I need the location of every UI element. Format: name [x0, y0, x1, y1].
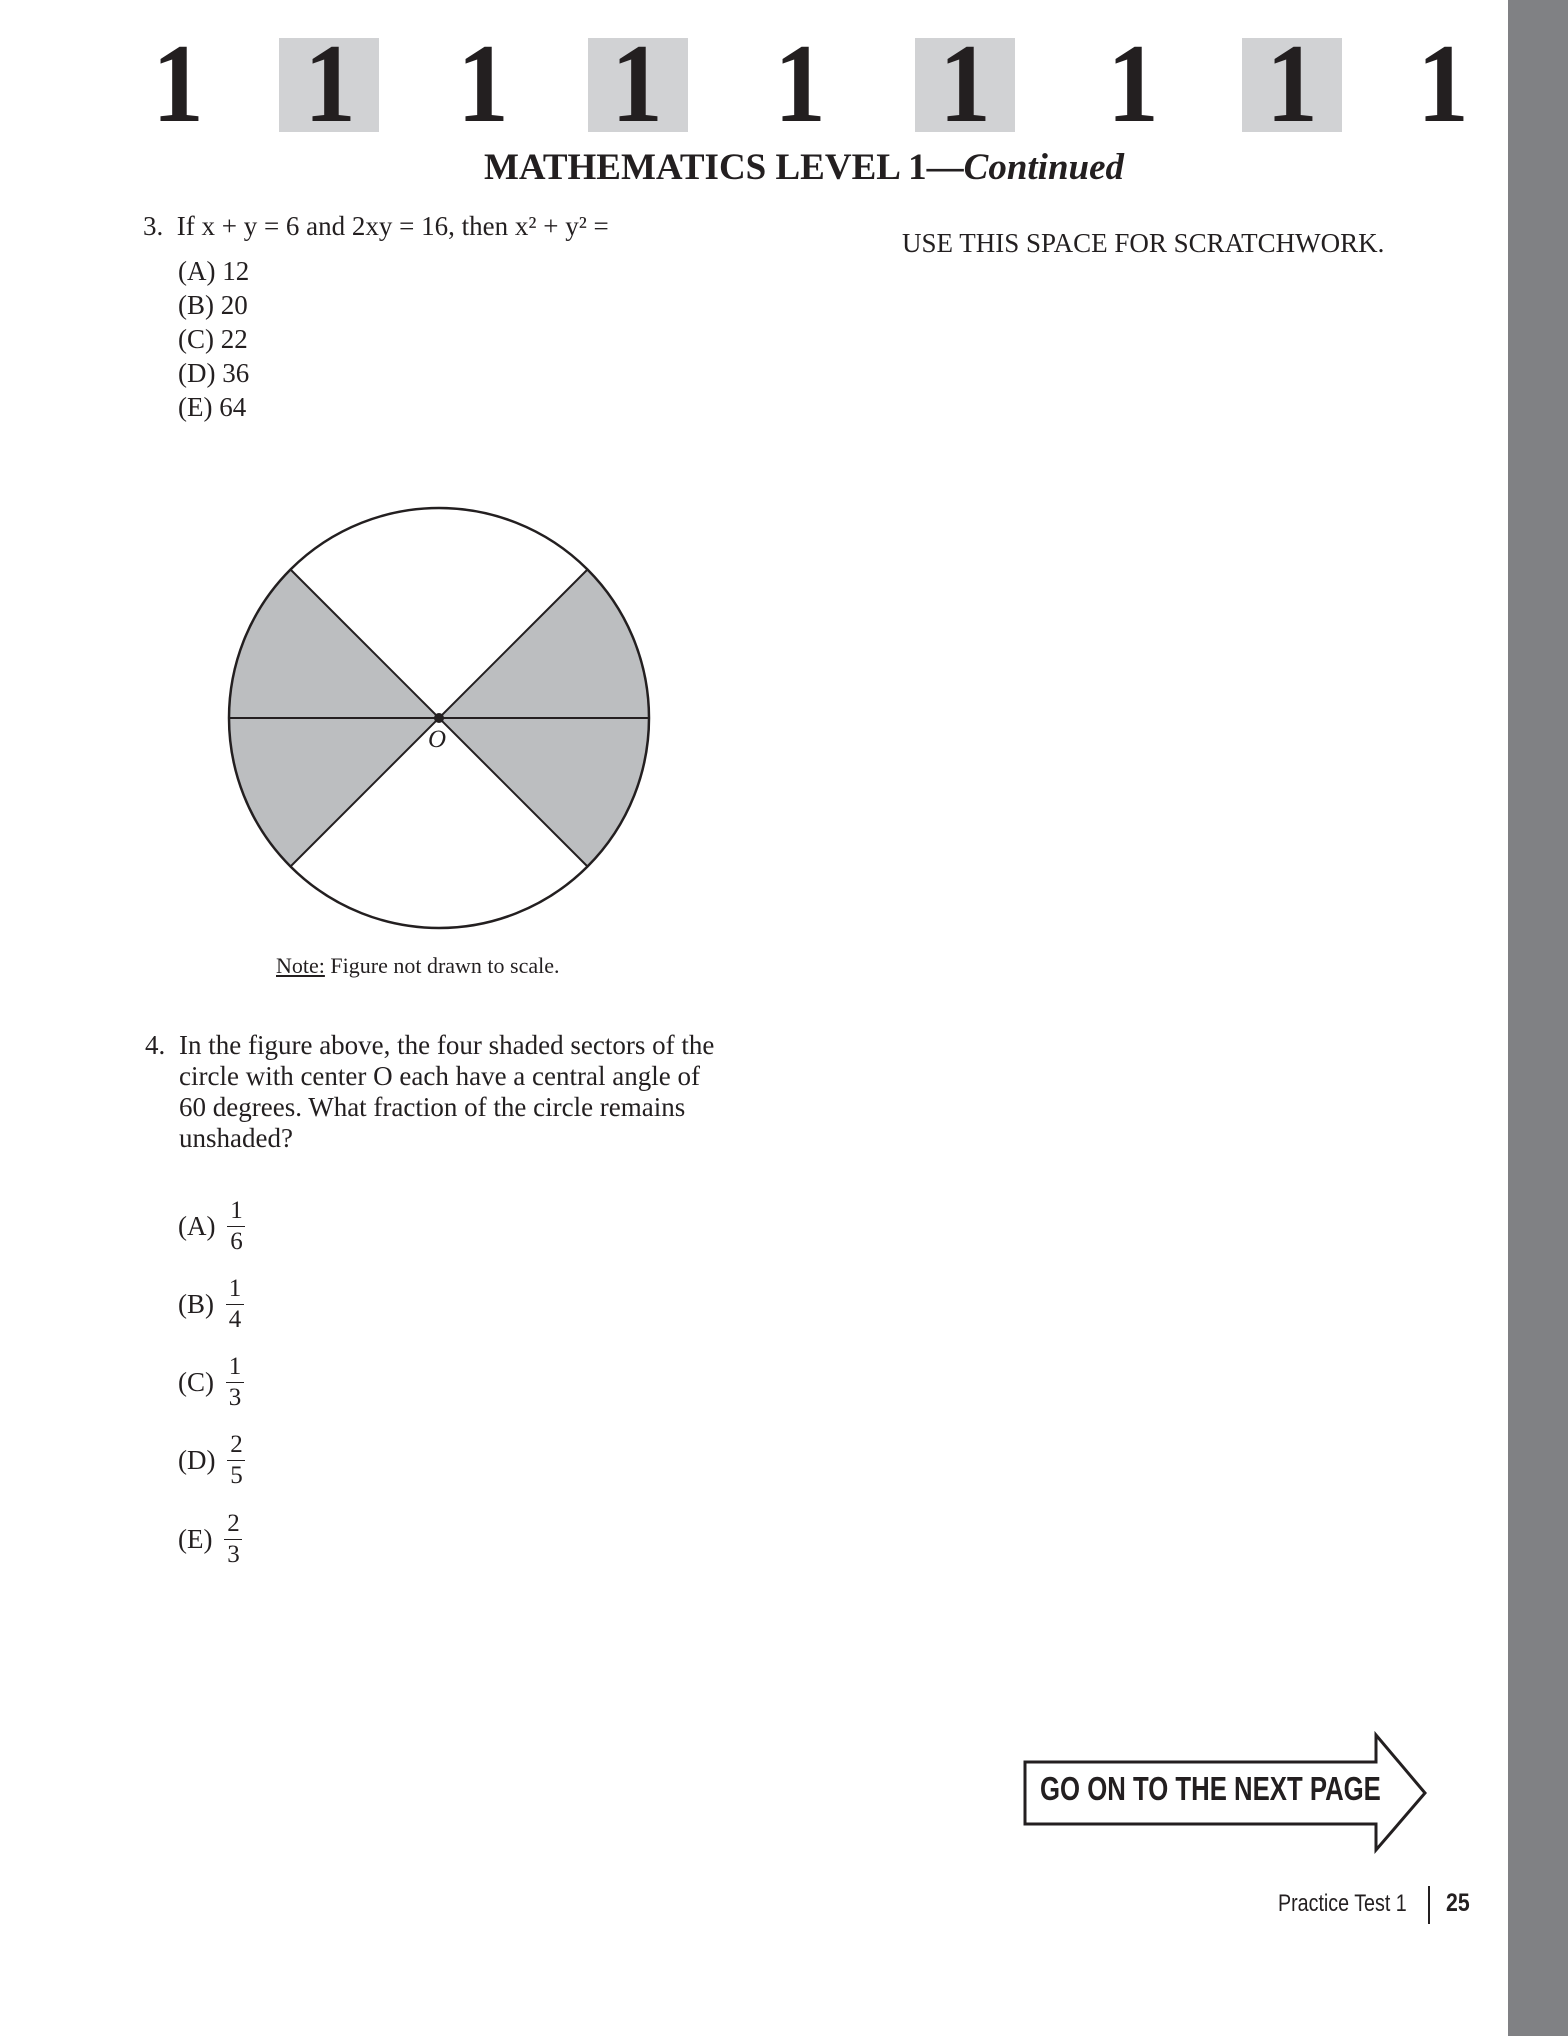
section-digit: 1: [457, 22, 509, 146]
circle-figure: [220, 500, 660, 940]
section-digit: 1: [774, 22, 826, 146]
scratchwork-label: USE THIS SPACE FOR SCRATCHWORK.: [902, 228, 1385, 258]
footer-divider: [1428, 1886, 1430, 1924]
question-3-stem: 3. If x + y = 6 and 2xy = 16, then x² + y² =: [143, 211, 609, 241]
footer-section: Practice Test 1: [1278, 1890, 1407, 1917]
question-4-number: 4.: [145, 1030, 166, 1060]
question-4-choice-c[interactable]: [178, 1354, 244, 1411]
section-digit: 1: [1107, 22, 1159, 146]
fraction: $\frac{2}{5}$: [227, 1432, 245, 1489]
shaded-sector: [229, 718, 439, 867]
question-3-choice-c[interactable]: (C) 22: [178, 324, 248, 354]
question-4-stem: In the figure above, the four shaded sectors of the circle with center O each have a central angle of 60 degrees. What fraction of the circle remains unshaded?: [179, 1030, 715, 1153]
question-4-choice-a[interactable]: [178, 1198, 245, 1255]
section-digit: 1: [611, 22, 663, 146]
section-digit: 1: [1266, 22, 1318, 146]
question-3-choice-e[interactable]: (E) 64: [178, 392, 247, 422]
choice-label: (D): [178, 1445, 216, 1475]
choice-label: (C): [178, 1367, 214, 1397]
question-3-choice-d[interactable]: (D) 36: [178, 358, 250, 388]
section-digit: 1: [1417, 22, 1469, 146]
shaded-sector: [439, 718, 649, 867]
figure-note: Note: Figure not drawn to scale.: [276, 953, 560, 978]
fraction: $\frac{1}{4}$: [226, 1276, 244, 1333]
choice-label: (E): [178, 1524, 213, 1554]
question-3-choice-b[interactable]: (B) 20: [178, 290, 248, 320]
center-point: [434, 713, 444, 723]
fraction: $\frac{2}{3}$: [224, 1511, 242, 1568]
choice-label: (B): [178, 1289, 214, 1319]
section-digit: 1: [304, 22, 356, 146]
section-digit: 1: [152, 22, 204, 146]
section-digit: 1: [939, 22, 991, 146]
question-3-choice-a[interactable]: (A) 12: [178, 256, 250, 286]
shaded-sector: [439, 570, 649, 719]
page-title: MATHEMATICS LEVEL 1—Continued: [483, 147, 1125, 188]
question-4-choice-e[interactable]: [178, 1511, 242, 1568]
page-edge-tab: [1508, 0, 1568, 2036]
fraction: $\frac{1}{3}$: [226, 1354, 244, 1411]
page-number: 25: [1446, 1889, 1470, 1917]
shaded-sector: [229, 570, 439, 719]
choice-label: (A): [178, 1211, 216, 1241]
question-4-choice-d[interactable]: [178, 1432, 245, 1489]
next-page-label: GO ON TO THE NEXT PAGE: [1040, 1770, 1381, 1807]
question-4-choice-b[interactable]: [178, 1276, 244, 1333]
fraction: $\frac{1}{6}$: [227, 1198, 245, 1255]
center-label: O: [428, 726, 447, 753]
